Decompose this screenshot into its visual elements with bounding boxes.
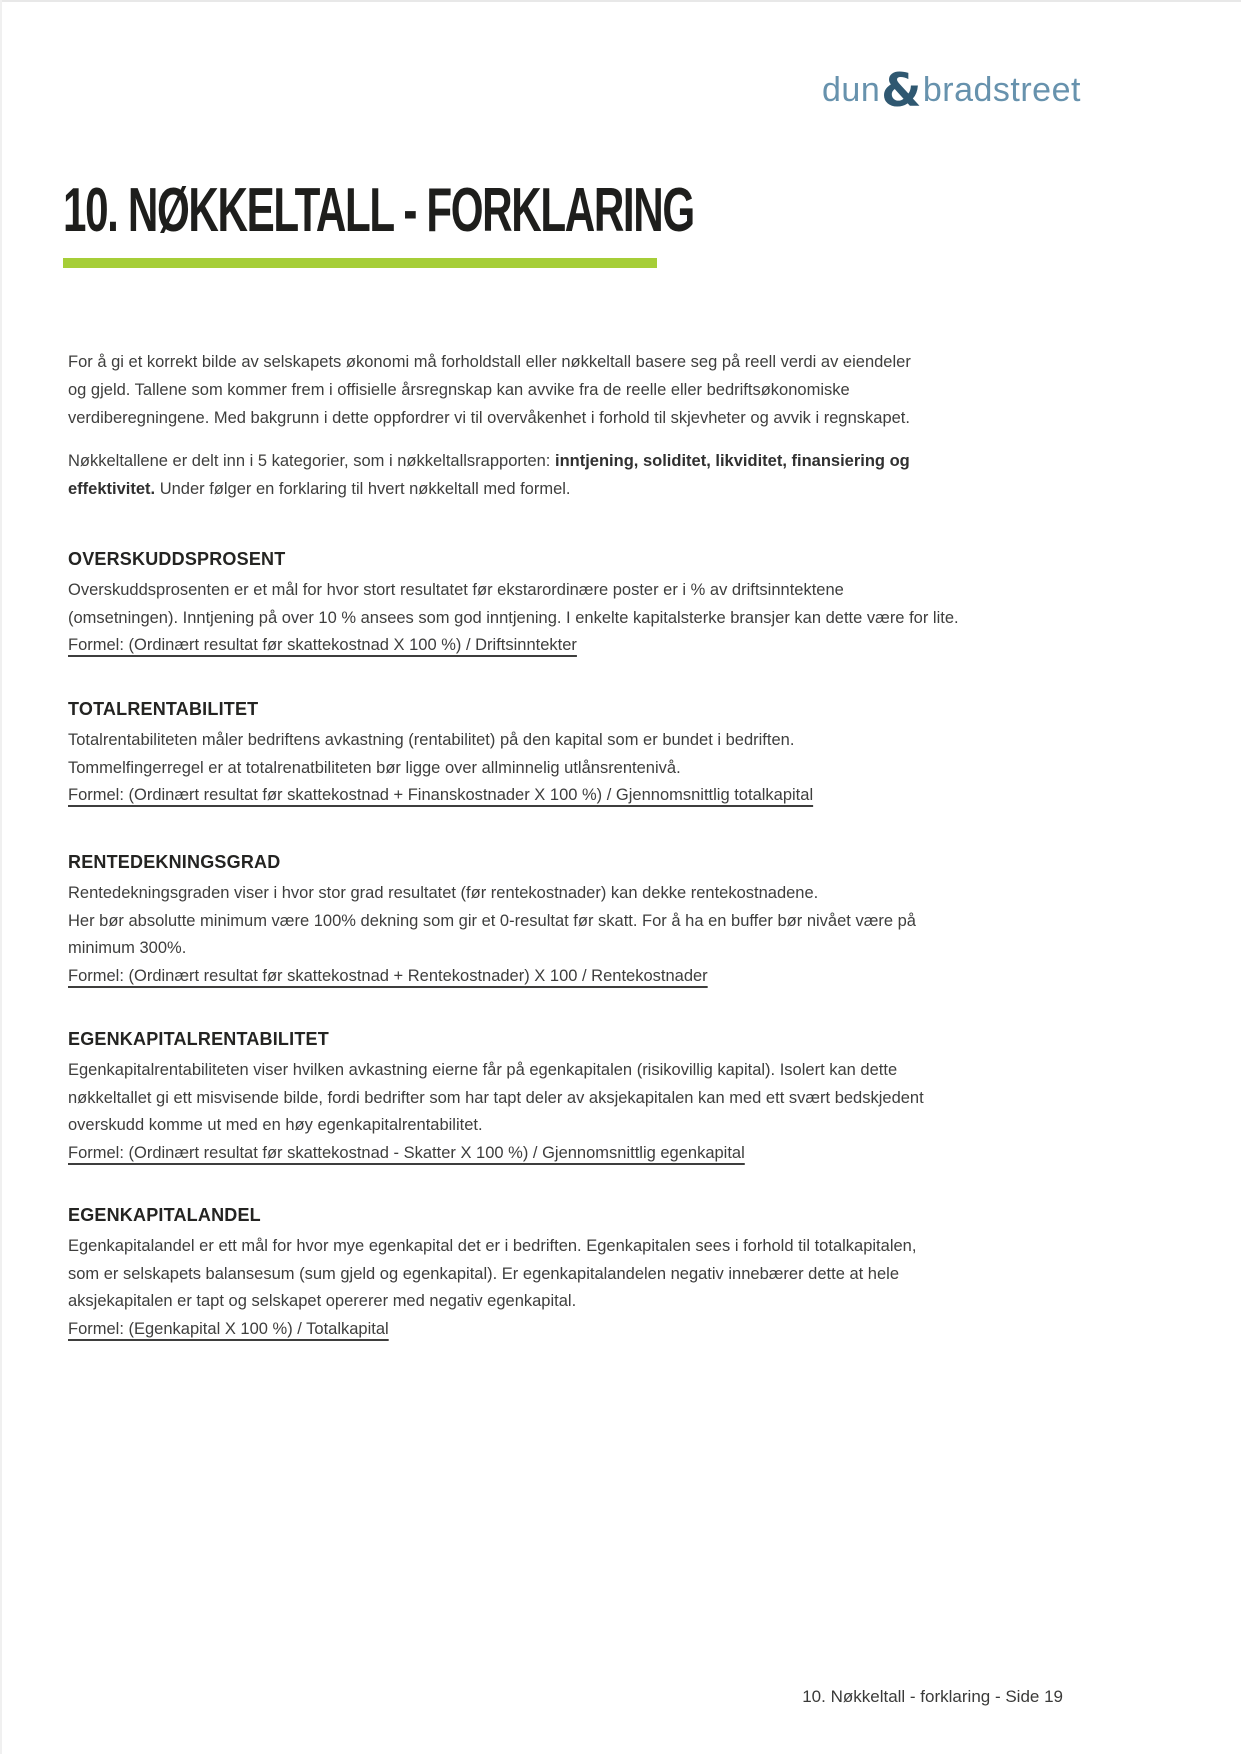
title-accent-bar [63,258,657,268]
section-rentedekningsgrad [68,850,916,990]
intro-line [68,448,910,476]
logo-text-dun: dun [822,71,881,109]
section-heading: OVERSKUDDSPROSENT [68,549,286,569]
section-body-line: overskudd komme ut med en høy egenkapitalrentabilitet. [68,1116,483,1134]
section-body-line: som er selskapets balansesum (sum gjeld og egenkapital). Er egenkapitalandelen negativ innebærer dette at hele [68,1264,900,1283]
dun-bradstreet-logo [822,63,1081,117]
formula-line: Formel: (Ordinært resultat før skattekostnad + Rentekostnader) X 100 / Rentekostnader [68,966,708,985]
section-body-line: Rentedekningsgraden viser i hvor stor grad resultatet (før rentekostnader) kan dekke rentekostnadene. [68,884,819,902]
intro-categories-bold: inntjening, soliditet, likviditet, finansiering og [554,452,910,470]
formula-line: Formel: (Ordinært resultat før skattekostnad + Finanskostnader X 100 %) / Gjennomsnittlig totalkapital [68,786,814,804]
section-egenkapitalandel [68,1203,916,1343]
logo-ampersand-icon: & [881,63,922,117]
section-body-line: Totalrentabiliteten måler bedriftens avkastning (rentabilitet) på den kapital som er bundet i bedriften. [68,731,795,749]
logo-text-bradstreet: bradstreet [922,71,1081,109]
section-body-line: Egenkapitalrentabiliteten viser hvilken avkastning eierne får på egenkapitalen (risikovillig kapital). Isolert kan dette [68,1061,898,1079]
intro-line: For å gi et korrekt bilde av selskapets økonomi må forholdstall eller nøkkeltall basere seg på reell verdi av eiendeler [68,353,911,371]
section-heading: EGENKAPITALANDEL [68,1205,261,1225]
section-heading: EGENKAPITALRENTABILITET [68,1029,329,1049]
intro-text: Nøkkeltallene er delt inn i 5 kategorier, som i nøkkeltallsrapporten: [68,452,555,470]
page-top-edge [0,0,1241,2]
section-egenkapitalrentabilitet [68,1027,924,1167]
formula-line: Formel: (Egenkapital X 100 %) / Totalkapital [68,1319,389,1338]
page-title: 10. NØKKELTALL - FORKLARING [63,176,694,245]
formula-line: Formel: (Ordinært resultat før skattekostnad X 100 %) / Driftsinntekter [68,636,577,654]
intro-line: og gjeld. Tallene som kommer frem i offisielle årsregnskap kan avvike fra de reelle eller bedriftsøkonomiske [68,381,850,399]
section-totalrentabilitet [68,697,813,810]
intro-paragraph-1 [68,348,911,432]
section-body-line: Her bør absolutte minimum være 100% dekning som gir et 0-resultat før skatt. For å ha en buffer bør nivået være på [68,911,916,930]
section-body-line: aksjekapitalen er tapt og selskapet opererer med negativ egenkapital. [68,1292,577,1310]
page-footer: 10. Nøkkeltall - forklaring - Side 19 [802,1687,1063,1706]
intro-line: verdiberegningene. Med bakgrunn i dette oppfordrer vi til overvåkenhet i forhold til skjevheter og avvik i regnskapet. [68,409,910,427]
section-heading: TOTALRENTABILITET [68,699,259,719]
intro-categories-bold: effektivitet. [68,479,156,498]
section-body-line: nøkkeltallet gi ett misvisende bilde, fordi bedrifter som har tapt deler av aksjekapitalen kan med ett svært bedskjedent [68,1088,924,1107]
section-heading: RENTEDEKNINGSGRAD [68,852,281,872]
formula-line: Formel: (Ordinært resultat før skattekostnad - Skatter X 100 %) / Gjennomsnittlig egenkapital [68,1143,745,1162]
page-left-edge [0,0,2,1754]
section-body-line: Tommelfingerregel er at totalrenatbiliteten bør ligge over allminnelig utlånsrentenivå. [68,758,681,777]
intro-paragraph-2 [68,448,910,503]
section-body-line: Egenkapitalandel er ett mål for hvor mye egenkapital det er i bedriften. Egenkapitalen sees i forhold til totalkapitalen, [68,1237,917,1255]
section-body-line: Overskuddsprosenten er et mål for hvor stort resultatet før ekstarordinære poster er i % av driftsinntektene [68,581,844,599]
section-body-line: minimum 300%. [68,939,187,957]
section-overskuddsprosent [68,547,959,660]
intro-line [68,476,910,504]
intro-text: Under følger en forklaring til hvert nøkkeltall med formel. [155,479,571,498]
section-body-line: (omsetningen). Inntjening på over 10 % ansees som god inntjening. I enkelte kapitalsterke bransjer kan dette være for lite. [68,608,959,627]
